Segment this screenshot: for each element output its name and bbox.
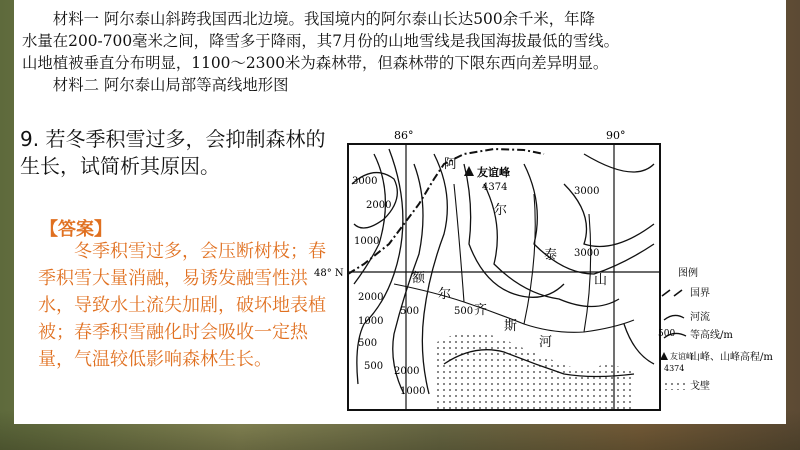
material2-title: 材料二 阿尔泰山局部等高线地形图 (52, 76, 289, 94)
legend-border: 国界 (690, 288, 710, 299)
mountain-char: 山 (594, 273, 608, 288)
lon-90-label: 90° (606, 129, 626, 142)
contour-value: 1000 (354, 236, 380, 247)
peak-name: 友谊峰 (477, 166, 510, 179)
contour-value: 2000 (394, 366, 420, 377)
contour-value: 3000 (574, 248, 600, 259)
lon-86-label: 86° (394, 129, 414, 142)
contour-map (314, 124, 786, 424)
contour-value: 3000 (574, 186, 600, 197)
peak-symbol-icon (660, 352, 668, 360)
legend-peak-sample-name: 友谊峰 (670, 352, 694, 361)
contour-value: 500 (358, 338, 378, 349)
river-char: 额 (412, 271, 426, 286)
legend-river: 河流 (690, 312, 710, 323)
contour-value: 1000 (358, 316, 384, 327)
river-char: 河 (539, 335, 553, 350)
mountain-char: 尔 (494, 203, 508, 218)
peak-height: 4374 (482, 182, 508, 193)
legend-title: 图例 (678, 268, 698, 279)
river-symbol-icon (664, 315, 684, 320)
material-section (22, 8, 782, 96)
legend-contour-sample: 500 (658, 329, 676, 339)
legend-peak-sample-height: 4374 (664, 364, 685, 373)
contour-value: 500 (364, 361, 384, 372)
contour-map-svg (314, 124, 786, 424)
material1-line1: 材料一 阿尔泰山斜跨我国西北边境。我国境内的阿尔泰山长达500余千米，年降 (52, 10, 595, 28)
gobi-symbol-icon (662, 380, 686, 390)
lat-48-label: 48° N (314, 268, 344, 279)
question-text: 9. 若冬季积雪过多，会抑制森林的生长，试简析其原因。 (20, 127, 326, 178)
answer-text: 冬季积雪过多，会压断树枝；春季积雪大量消融，易诱发融雪性洪水，导致水土流失加剧，破坏地表植被；春季积雪融化时会吸收一定热量，气温较低影响森林生长。 (38, 241, 326, 370)
contour-value: 500 (400, 306, 420, 317)
contour-value: 500 (454, 306, 474, 317)
river-char: 斯 (504, 319, 518, 334)
contour-value: 2000 (358, 292, 384, 303)
contour-value: 3000 (352, 176, 378, 187)
material1-line3: 山地植被垂直分布明显，1100～2300米为森林带，但森林带的下限东西向差异明显。 (22, 54, 609, 72)
legend-contour: 等高线/m (690, 330, 733, 341)
contour-value: 2000 (366, 200, 392, 211)
legend-peak: 山峰、山峰高程/m (690, 352, 773, 363)
river-char: 齐 (474, 303, 488, 318)
map-legend (658, 266, 773, 392)
mountain-char: 泰 (544, 248, 558, 263)
material1-line2: 水量在200-700毫米之间，降雪多于降雨，其7月份的山地雪线是我国海拔最低的雪线。 (22, 32, 620, 50)
answer-label: 【答案】 (40, 219, 112, 240)
river-char: 尔 (438, 287, 452, 302)
legend-gobi: 戈壁 (690, 381, 710, 392)
border-symbol-icon (662, 290, 682, 296)
mountain-char: 阿 (444, 157, 458, 172)
contour-value: 1000 (400, 386, 426, 397)
